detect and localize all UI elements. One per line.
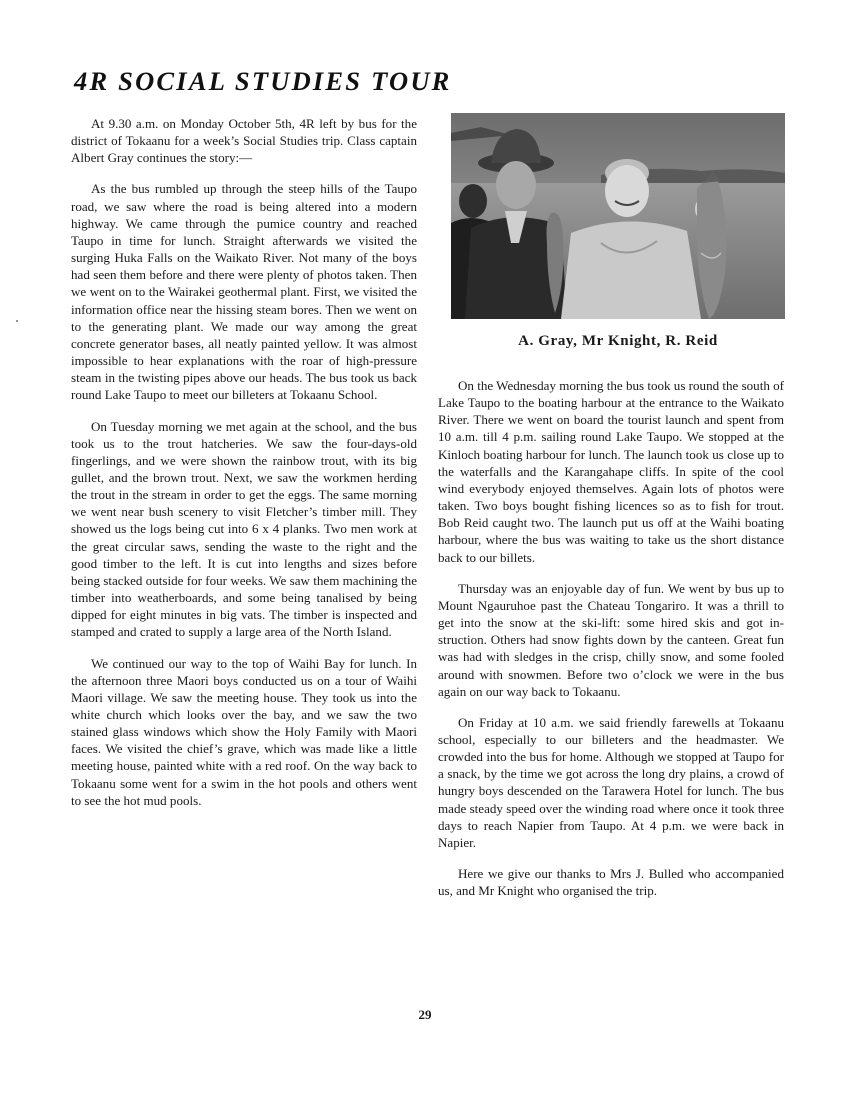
waihi-paragraph: We continued our way to the top of Waihi Bay for lunch. In the afternoon three Maori boys conducted us on a tour of Waihi Maori village. We saw the meeting house. They took us into the white church which looks over the bay, and we saw the two stained glass windows which show the Holy Family with Maori faces. We visited the chief’s grave, which was made like a little meeting house, painted white with a red roof. On the way back to Tokaanu some went for a swim in the hot pools and others went to see the hot mud pools. (71, 655, 417, 808)
friday-paragraph: On Friday at 10 a.m. we said friendly farewells at Tokaanu school, especially to our billeters and the headmaster. We crowded into the bus for home. Although we stopped at Taupo for a snack, by the time we got across the long dry plains, a crowd of hungry boys descended on the Tarawera Hotel for lunch. The bus made steady speed over the winding road where once it took three days to reach Napier from Taupo. At 4 p.m. we were back in Napier. (438, 714, 784, 850)
scan-speck (16, 320, 18, 322)
fishing-photo (451, 113, 785, 319)
tuesday-paragraph: On Tuesday morning we met again at the school, and the bus took us to the trout hatcheries. We saw the four-days-old fingerlings, and we were shown the rainbow trout, with its big gullet, and the brown trout. Next, we saw the workmen herding the trout in the stream in order to get the eggs. The same morning we went near bush scenery to visit Fletcher’s timber mill. They showed us the logs being cut into 6 x 4 planks. Two men work at the great circular saws, sending the waste to the right and the good timber to the left. It is cut into lengths and sizes before being stacked outside for four weeks. We saw them machining the timber into weatherboards, and some being tanalised by being dipped for eight minutes in big vats. The timber is inspected and stamped and crated to supply a large area of the North Island. (71, 418, 417, 640)
right-column (438, 377, 784, 913)
intro-paragraph: At 9.30 a.m. on Monday October 5th, 4R left by bus for the district of Tokaanu for a week’s Social Studies trip. Class captain Albert Gray continues the story:— (71, 116, 417, 166)
thanks-paragraph: Here we give our thanks to Mrs J. Bulled who accompanied us, and Mr Knight who organised the trip. (438, 866, 784, 899)
monday-paragraph: As the bus rumbled up through the steep hills of the Taupo road, we saw where the road is being altered into a modern highway. We came through the pumice country and reached Taupo in time for lunch. Straight afterwards we visited the surging Huka Falls on the Waikato River. Not many of the boys had seen them before and there were plenty of photos taken. Then we went on to the Wairakei geothermal plant. First, we visited the information office near the hissing steam bores. Then we went on to the generating plant. We made our way among the great concrete generator bases, all neatly painted yellow. It was almost impossible to hear explanations with the roar of high-pressure steam in the twisting pipes above our heads. The bus took us back round Lake Taupo to meet our billeters at Tokaanu School. (71, 181, 417, 403)
wednesday-paragraph: On the Wednesday morning the bus took us round the south of Lake Taupo to the boating harbour at the entrance to the Waikato River. There we went on board the tourist launch and spent from 10 a.m. till 4 p.m. sailing round Lake Taupo. We stopped at the Kinloch boating harbour for lunch. The launch took us close up to the waterfalls and the Karangahape cliffs. In spite of the cool wind everybody enjoyed themselves. Again lots of photos were taken. Two boys bought fishing licences so as to fish for trout. Bob Reid caught two. The launch put us off at the Waihi boating harbour, where the bus was waiting to take us the short distance back to our billets. (438, 378, 784, 565)
article-title: 4R SOCIAL STUDIES TOUR (74, 66, 452, 96)
page-number: 29 (418, 1007, 432, 1022)
left-column (71, 115, 417, 823)
thursday-paragraph: Thursday was an enjoyable day of fun. We went by bus up to Mount Ngauruhoe past the Chateau Tongariro. It was a thrill to get into the snow at the ski-lift: some hired skis and got instruction. Others had snow fights down by the canteen. Great fun was had with sledges in the crisp, chilly snow, and some fooled around with snowmen. Before two o’clock we were in the bus again on our way back to Tokaanu. (438, 580, 784, 699)
photo-caption: A. Gray, Mr Knight, R. Reid (518, 333, 718, 349)
